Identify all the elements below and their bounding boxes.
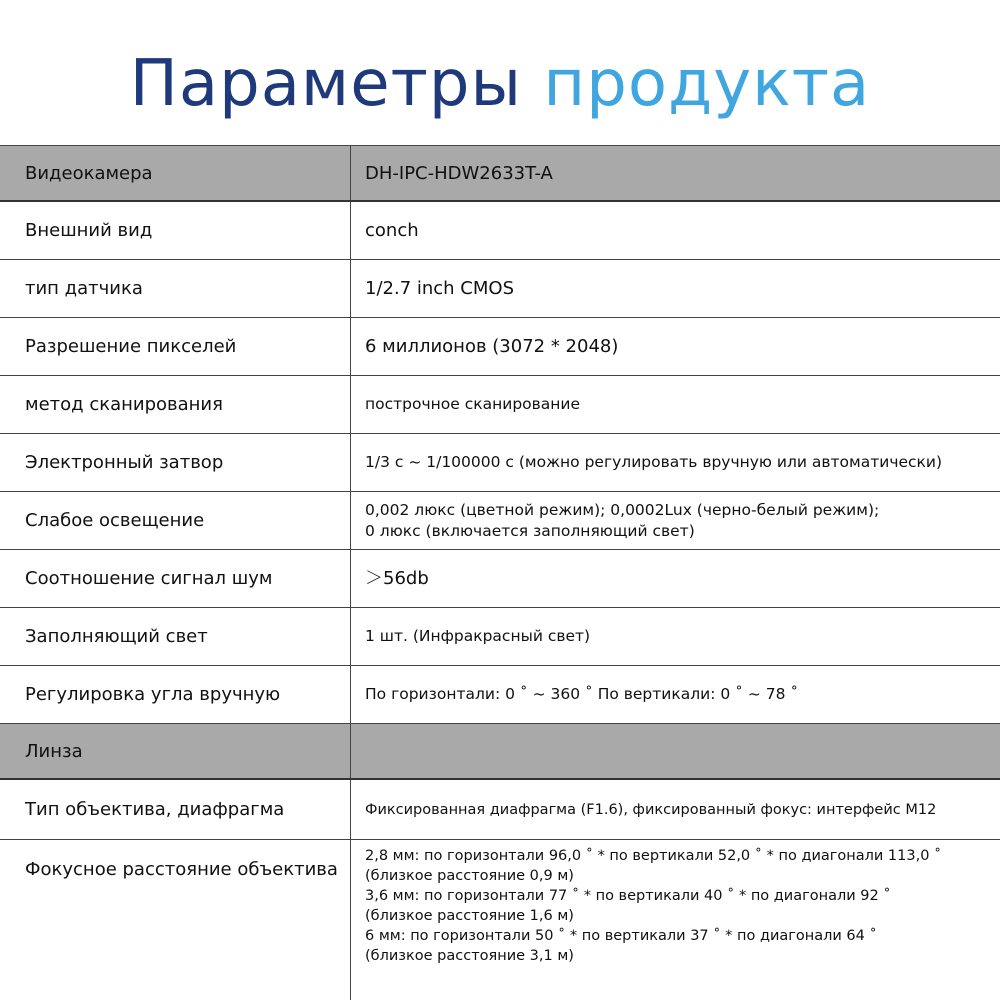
row-value: построчное сканирование [365, 395, 581, 413]
spec-table [0, 145, 1000, 1000]
table-row-lens-section [0, 724, 1000, 780]
table-row [0, 550, 1000, 608]
row-label: Разрешение пикселей [0, 318, 351, 375]
row-value: 1 шт. (Инфракрасный свет) [365, 627, 591, 645]
table-row [0, 492, 1000, 550]
row-value: DH-IPC-HDW2633T-A [365, 162, 553, 184]
row-label: Соотношение сигнал шум [0, 550, 351, 607]
row-label: Тип объектива, диафрагма [0, 780, 351, 839]
row-value: conch [365, 220, 419, 241]
row-label: метод сканирования [0, 376, 351, 433]
row-value: По горизонтали: 0 ˚ ~ 360 ˚ По вертикали: 0 ˚ ~ 78 ˚ [365, 685, 799, 703]
row-value: 0,002 люкс (цветной режим); 0,0002Lux (черно-белый режим); 0 люкс (включается заполняющий свет) [365, 500, 880, 540]
table-row [0, 260, 1000, 318]
title-part-dark: Параметры [129, 47, 523, 121]
row-value: 1/3 с ~ 1/100000 с (можно регулировать вручную или автоматически) [365, 453, 943, 471]
row-value: 2,8 мм: по горизонтали 96,0 ˚ * по вертикали 52,0 ˚ * по диагонали 113,0 ˚ (близкое расстояние 0,9 м) 3,6 мм: по горизонтали 77 ˚ * по вертикали 40 ˚ * по диагонали 92 ˚ (близкое расстояние 1,6 м) 6 мм: по горизонтали 50 ˚ * по вертикали 37 ˚ * по диагонали 64 ˚ (близкое расстояние 3,1 м) [365, 848, 942, 964]
title-part-light: продукта [543, 47, 871, 121]
row-value [351, 724, 1000, 778]
table-row [0, 608, 1000, 666]
page-title [0, 44, 1000, 124]
row-value: Фиксированная диафрагма (F1.6), фиксированный фокус: интерфейс M12 [365, 801, 937, 818]
table-row [0, 318, 1000, 376]
row-value: 6 миллионов (3072 * 2048) [365, 336, 619, 357]
table-row [0, 840, 1000, 1000]
row-label: Электронный затвор [0, 434, 351, 491]
row-label: Фокусное расстояние объектива [0, 840, 351, 1000]
table-row [0, 780, 1000, 840]
table-row [0, 434, 1000, 492]
table-row [0, 376, 1000, 434]
table-row [0, 202, 1000, 260]
row-label: Регулировка угла вручную [0, 666, 351, 723]
row-label: Слабое освещение [0, 492, 351, 549]
row-label: Заполняющий свет [0, 608, 351, 665]
table-row-camera [0, 146, 1000, 202]
row-label: тип датчика [0, 260, 351, 317]
table-row [0, 666, 1000, 724]
row-label: Линза [0, 724, 351, 778]
row-label: Внешний вид [0, 202, 351, 259]
row-value: ＞56db [365, 568, 429, 589]
row-label: Видеокамера [0, 146, 351, 200]
row-value: 1/2.7 inch CMOS [365, 278, 514, 299]
